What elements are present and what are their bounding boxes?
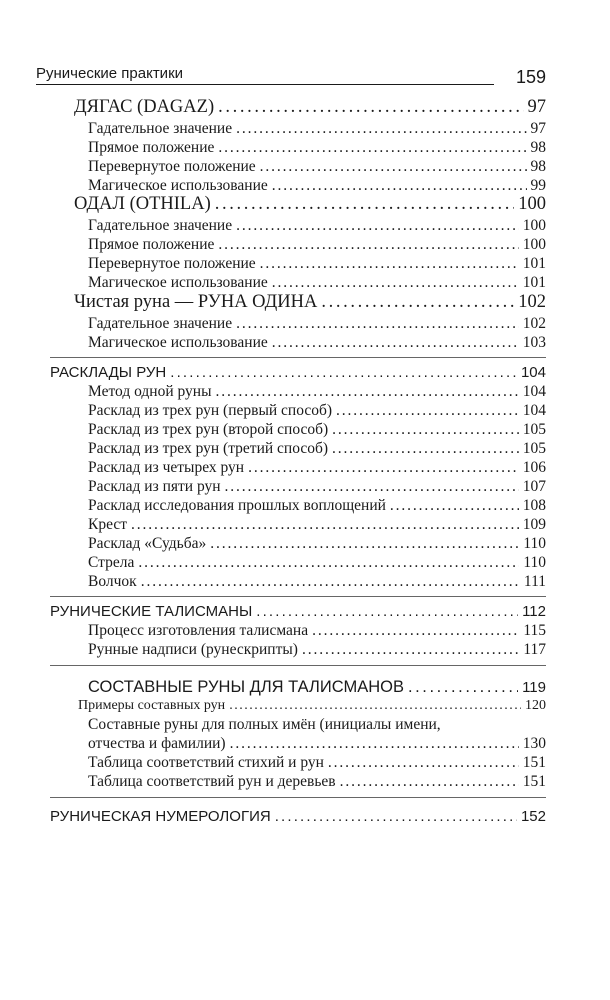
toc-entry[interactable] bbox=[88, 573, 546, 591]
toc-entry-page: 102 bbox=[518, 292, 546, 312]
toc-entry[interactable] bbox=[88, 773, 546, 791]
toc-entry-page: 117 bbox=[523, 641, 546, 658]
toc-entry[interactable] bbox=[88, 334, 546, 352]
toc-entry-line[interactable]: Составные руны для полных имён (инициалы имени, bbox=[88, 716, 441, 733]
toc-entry-page: 101 bbox=[522, 274, 546, 291]
toc-entry-page: 110 bbox=[523, 554, 546, 571]
toc-entry-page: 102 bbox=[522, 315, 546, 332]
header-rule bbox=[36, 84, 494, 85]
toc-entry-page: 105 bbox=[522, 440, 546, 457]
toc-entry[interactable] bbox=[88, 622, 546, 640]
toc-entry[interactable] bbox=[88, 478, 546, 496]
toc-entry-label: отчества и фамилии) bbox=[88, 735, 226, 752]
dot-leader bbox=[138, 554, 519, 572]
toc-section-talismans[interactable] bbox=[50, 603, 546, 620]
toc-entry-label: Примеры составных рун bbox=[78, 698, 226, 713]
toc-entry-page: 104 bbox=[522, 383, 546, 400]
dot-leader bbox=[229, 698, 521, 714]
dot-leader bbox=[131, 516, 519, 534]
toc-entry-label: РУНИЧЕСКАЯ НУМЕРОЛОГИЯ bbox=[50, 808, 271, 825]
toc-entry[interactable] bbox=[88, 177, 546, 195]
toc-entry-othila[interactable] bbox=[74, 194, 546, 215]
toc-entry[interactable] bbox=[88, 315, 546, 333]
toc-entry-page: 97 bbox=[530, 120, 546, 137]
toc-entry[interactable] bbox=[88, 120, 546, 138]
dot-leader bbox=[321, 292, 514, 313]
toc-entry-page: 107 bbox=[522, 478, 546, 495]
toc-entry-label: Гадательное значение bbox=[88, 315, 233, 332]
toc-entry-page: 130 bbox=[522, 735, 546, 752]
toc-entry-page: 100 bbox=[518, 194, 546, 214]
toc-entry[interactable] bbox=[88, 754, 546, 772]
toc-entry[interactable] bbox=[88, 383, 546, 401]
toc-entry-label: Магическое использование bbox=[88, 334, 268, 351]
toc-entry-label: Волчок bbox=[88, 573, 137, 590]
toc-entry-label: Магическое использование bbox=[88, 274, 268, 291]
toc-entry-label: Прямое положение bbox=[88, 139, 215, 156]
dot-leader bbox=[312, 622, 519, 640]
running-header bbox=[36, 62, 546, 88]
dot-leader bbox=[248, 459, 519, 477]
toc-entry[interactable] bbox=[88, 459, 546, 477]
dot-leader bbox=[225, 478, 519, 496]
toc-entry-page: 108 bbox=[522, 497, 546, 514]
toc-entry-label: Перевернутое положение bbox=[88, 158, 256, 175]
dot-leader bbox=[170, 364, 517, 381]
toc-entry[interactable] bbox=[88, 139, 546, 157]
toc-entry-page: 106 bbox=[522, 459, 546, 476]
toc-entry-page: 109 bbox=[522, 516, 546, 533]
toc-entry-page: 104 bbox=[522, 402, 546, 419]
toc-entry[interactable] bbox=[88, 735, 546, 753]
toc-entry-label: Чистая руна — РУНА ОДИНА bbox=[74, 292, 318, 312]
toc-entry-page: 97 bbox=[527, 97, 546, 117]
dot-leader bbox=[218, 236, 518, 254]
dot-leader bbox=[340, 773, 519, 791]
toc-entry-bind-runes[interactable] bbox=[88, 678, 546, 697]
toc-entry[interactable] bbox=[78, 698, 546, 714]
toc-entry[interactable] bbox=[88, 236, 546, 254]
toc-entry-page: 101 bbox=[522, 255, 546, 272]
section-divider bbox=[50, 357, 546, 358]
toc-entry-label: Расклад из трех рун (второй способ) bbox=[88, 421, 329, 438]
dot-leader bbox=[332, 421, 519, 439]
toc-entry-page: 99 bbox=[530, 177, 546, 194]
dot-leader bbox=[272, 334, 519, 352]
toc-entry-label: Таблица соответствий рун и деревьев bbox=[88, 773, 336, 790]
dot-leader bbox=[390, 497, 519, 515]
toc-entry-blank-rune[interactable] bbox=[74, 292, 546, 313]
toc-entry-label: Процесс изготовления талисмана bbox=[88, 622, 309, 639]
running-header-title: Рунические практики bbox=[36, 65, 184, 82]
toc-entry-page: 115 bbox=[523, 622, 546, 639]
dot-leader bbox=[210, 535, 519, 553]
toc-entry-label: Гадательное значение bbox=[88, 120, 233, 137]
toc-entry-label: Перевернутое положение bbox=[88, 255, 256, 272]
toc-entry-label: СОСТАВНЫЕ РУНЫ ДЛЯ ТАЛИСМАНОВ bbox=[88, 678, 404, 696]
toc-entry-page: 98 bbox=[530, 139, 546, 156]
toc-entry-page: 105 bbox=[522, 421, 546, 438]
toc-entry-label: ОДАЛ (OTHILA) bbox=[74, 194, 211, 214]
dot-leader bbox=[328, 754, 519, 772]
dot-leader bbox=[272, 274, 519, 292]
toc-entry[interactable] bbox=[88, 535, 546, 553]
dot-leader bbox=[236, 315, 519, 333]
toc-entry-label: Расклад из пяти рун bbox=[88, 478, 221, 495]
dot-leader bbox=[302, 641, 519, 659]
toc-entry-label: РУНИЧЕСКИЕ ТАЛИСМАНЫ bbox=[50, 603, 253, 620]
toc-entry-label: Расклад «Судьба» bbox=[88, 535, 207, 552]
dot-leader bbox=[215, 194, 514, 215]
dot-leader bbox=[218, 139, 526, 157]
toc-entry-page: 151 bbox=[522, 773, 546, 790]
toc-entry-label: ДЯГАС (DAGAZ) bbox=[74, 97, 215, 117]
dot-leader bbox=[256, 603, 518, 620]
toc-section-rune-spreads[interactable] bbox=[50, 364, 546, 381]
dot-leader bbox=[141, 573, 520, 591]
toc-entry[interactable] bbox=[88, 516, 546, 534]
toc-entry[interactable] bbox=[88, 217, 546, 235]
toc-entry-page: 111 bbox=[523, 573, 546, 590]
toc-entry-page: 104 bbox=[520, 364, 546, 381]
dot-leader bbox=[236, 120, 526, 138]
toc-entry-label: Прямое положение bbox=[88, 236, 215, 253]
toc-entry-label: Таблица соответствий стихий и рун bbox=[88, 754, 324, 771]
toc-entry-label: Расклад из трех рун (третий способ) bbox=[88, 440, 329, 457]
dot-leader bbox=[230, 735, 519, 753]
toc-entry-label: РАСКЛАДЫ РУН bbox=[50, 364, 167, 381]
toc-entry-page: 112 bbox=[522, 603, 546, 620]
dot-leader bbox=[275, 808, 517, 825]
toc-entry-label: Расклад исследования прошлых воплощений bbox=[88, 497, 386, 514]
toc-entry-page: 119 bbox=[522, 679, 546, 696]
dot-leader bbox=[236, 217, 519, 235]
dot-leader bbox=[272, 177, 527, 195]
toc-entry-label: Расклад из трех рун (первый способ) bbox=[88, 402, 333, 419]
toc-entry-label: Магическое использование bbox=[88, 177, 268, 194]
toc-entry-page: 152 bbox=[520, 808, 546, 825]
toc-entry-page: 103 bbox=[522, 334, 546, 351]
toc-entry[interactable] bbox=[88, 274, 546, 292]
toc-entry-label: Метод одной руны bbox=[88, 383, 212, 400]
toc-entry[interactable] bbox=[88, 440, 546, 458]
toc-entry-label: Гадательное значение bbox=[88, 217, 233, 234]
toc-entry-label: Стрела bbox=[88, 554, 135, 571]
toc-entry-label: Расклад из четырех рун bbox=[88, 459, 245, 476]
toc-entry-dagaz[interactable] bbox=[74, 97, 546, 118]
section-divider bbox=[50, 596, 546, 597]
toc-entry-label: Крест bbox=[88, 516, 128, 533]
dot-leader bbox=[332, 440, 519, 458]
toc-section-numerology[interactable] bbox=[50, 808, 546, 825]
toc-entry-label: Рунные надписи (рунескрипты) bbox=[88, 641, 298, 658]
page-number: 159 bbox=[515, 67, 546, 87]
toc-entry[interactable] bbox=[88, 402, 546, 420]
toc-entry-page: 100 bbox=[522, 217, 546, 234]
dot-leader bbox=[408, 678, 518, 697]
toc-entry[interactable] bbox=[88, 255, 546, 273]
dot-leader bbox=[336, 402, 519, 420]
toc-entry[interactable] bbox=[88, 497, 546, 515]
dot-leader bbox=[216, 383, 519, 401]
dot-leader bbox=[218, 97, 523, 118]
toc-entry-page: 98 bbox=[530, 158, 546, 175]
section-divider bbox=[50, 797, 546, 798]
section-divider bbox=[50, 665, 546, 666]
toc-entry-page: 120 bbox=[525, 698, 546, 713]
toc-entry-page: 100 bbox=[522, 236, 546, 253]
dot-leader bbox=[260, 255, 519, 273]
toc-entry-page: 110 bbox=[523, 535, 546, 552]
toc-entry[interactable] bbox=[88, 158, 546, 176]
toc-entry[interactable] bbox=[88, 641, 546, 659]
dot-leader bbox=[260, 158, 527, 176]
toc-entry-page: 151 bbox=[522, 754, 546, 771]
toc-entry[interactable] bbox=[88, 554, 546, 572]
toc-entry[interactable] bbox=[88, 421, 546, 439]
